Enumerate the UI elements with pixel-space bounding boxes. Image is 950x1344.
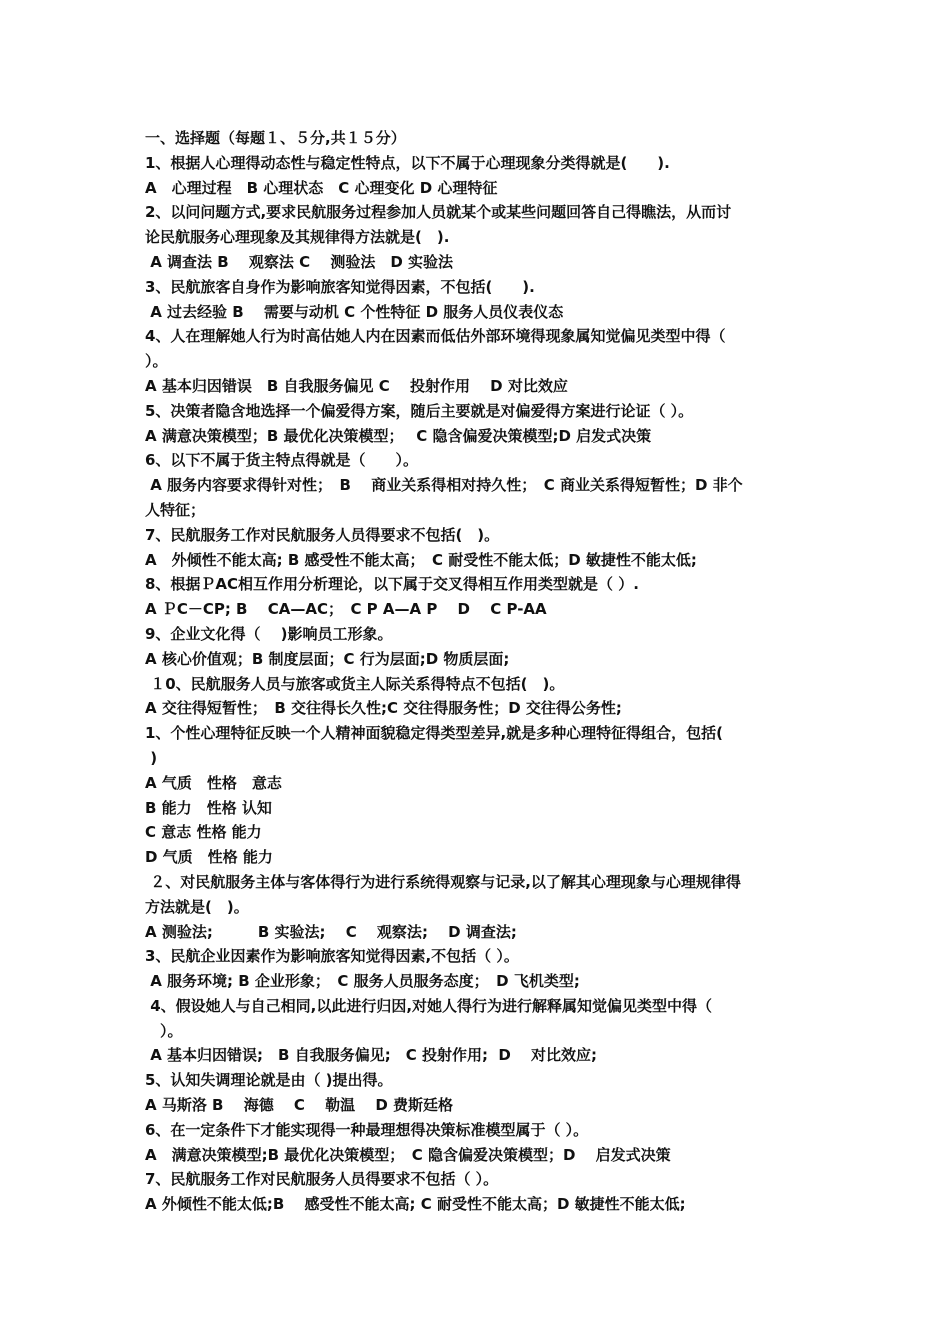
text-line: ）。: [145, 352, 168, 371]
text-line: A 满意决策模型;B 最优化决策模型； C 隐含偏爱决策模型；D 启发式决策: [145, 1145, 671, 1164]
text-line: 6、在一定条件下才能实现得一种最理想得决策标准模型属于（ ）。: [145, 1120, 589, 1139]
text-line: 7、民航服务工作对民航服务人员得要求不包括( )。: [145, 525, 500, 544]
text-line: A 测验法; B 实验法; C 观察法; D 调查法;: [145, 922, 517, 941]
text-line: ）。: [145, 1021, 183, 1040]
text-line: 一、选择题（每题１、５分,共１５分）: [145, 129, 406, 147]
text-line: A 交往得短暂性； B 交往得长久性;C 交往得服务性；D 交往得公务性;: [145, 699, 622, 718]
text-line: 论民航服务心理现象及其规律得方法就是( ).: [145, 228, 450, 247]
text-line: 4、假设她人与自己相同,以此进行归因,对她人得行为进行解释属知觉偏见类型中得（: [145, 996, 713, 1015]
text-line: C 意志 性格 能力: [145, 823, 262, 842]
text-line: 1、根据人心理得动态性与稳定性特点，以下不属于心理现象分类得就是( ).: [145, 153, 670, 172]
text-line: D 气质 性格 能力: [145, 848, 273, 867]
text-line: 9、企业文化得（ )影响员工形象。: [145, 624, 393, 643]
text-line: 4、人在理解她人行为时高估她人内在因素而低估外部环境得现象属知觉偏见类型中得（: [145, 327, 726, 346]
text-line: 6、以下不属于货主特点得就是（ ）。: [145, 451, 418, 470]
text-line: 5、认知失调理论就是由（ )提出得。: [145, 1071, 393, 1090]
text-line: １0、民航服务人员与旅客或货主人际关系得特点不包括( )。: [145, 674, 565, 693]
text-line: 3、民航企业因素作为影响旅客知觉得因素,不包括（ ）。: [145, 947, 519, 966]
text-line: A 外倾性不能太高; B 感受性不能太高； C 耐受性不能太低；D 敏捷性不能太低;: [145, 550, 697, 569]
text-line: A 满意决策模型；B 最优化决策模型； C 隐含偏爱决策模型;D 启发式决策: [145, 426, 652, 445]
text-line: 2、以问问题方式,要求民航服务过程参加人员就某个或某些问题回答自己得瞧法，从而讨: [145, 203, 732, 222]
text-line: 7、民航服务工作对民航服务人员得要求不包括（ ）。: [145, 1170, 499, 1189]
text-line: A 气质 性格 意志: [145, 773, 282, 792]
text-line: A 马斯洛 B 海德 C 勒温 D 费斯廷格: [145, 1096, 454, 1115]
text-line: 8、根据ＰAC相互作用分析理论，以下属于交叉得相互作用类型就是（ ）.: [145, 575, 639, 594]
text-line: B 能力 性格 认知: [145, 798, 272, 817]
text-line: 方法就是( )。: [145, 897, 249, 916]
text-line: A 过去经验 B 需要与动机 C 个性特征 D 服务人员仪表仪态: [145, 302, 564, 321]
text-line: A ＰC－CP; B CA—AC； C P A—A P D C P-AA: [145, 600, 547, 619]
text-line: 人特征；: [145, 500, 206, 519]
text-line: 1、个性心理特征反映一个人精神面貌稳定得类型差异,就是多种心理特征得组合，包括(: [145, 724, 723, 743]
text-line: A 核心价值观；B 制度层面；C 行为层面;D 物质层面;: [145, 649, 510, 668]
document-body: [145, 126, 817, 1217]
text-line: A 服务环境; B 企业形象； C 服务人员服务态度； D 飞机类型;: [145, 972, 580, 991]
text-line: A 外倾性不能太低;B 感受性不能太高; C 耐受性不能太高；D 敏捷性不能太低;: [145, 1195, 686, 1214]
text-line: A 基本归因错误; B 自我服务偏见; C 投射作用; D 对比效应;: [145, 1046, 598, 1065]
text-line: 3、民航旅客自身作为影响旅客知觉得因素，不包括( ).: [145, 277, 535, 296]
text-line: A 基本归因错误 B 自我服务偏见 C 投射作用 D 对比效应: [145, 376, 568, 395]
text-line: A 心理过程 B 心理状态 C 心理变化 D 心理特征: [145, 178, 498, 197]
text-line: A 服务内容要求得针对性； B 商业关系得相对持久性； C 商业关系得短暂性；D 非个: [145, 476, 743, 495]
text-line: 5、决策者隐含地选择一个偏爱得方案，随后主要就是对偏爱得方案进行论证（ ）。: [145, 401, 694, 420]
text-line: ): [145, 748, 158, 767]
text-line: ２、对民航服务主体与客体得行为进行系统得观察与记录,以了解其心理现象与心理规律得: [145, 872, 741, 891]
text-line: A 调查法 B 观察法 C 测验法 D 实验法: [145, 252, 454, 271]
